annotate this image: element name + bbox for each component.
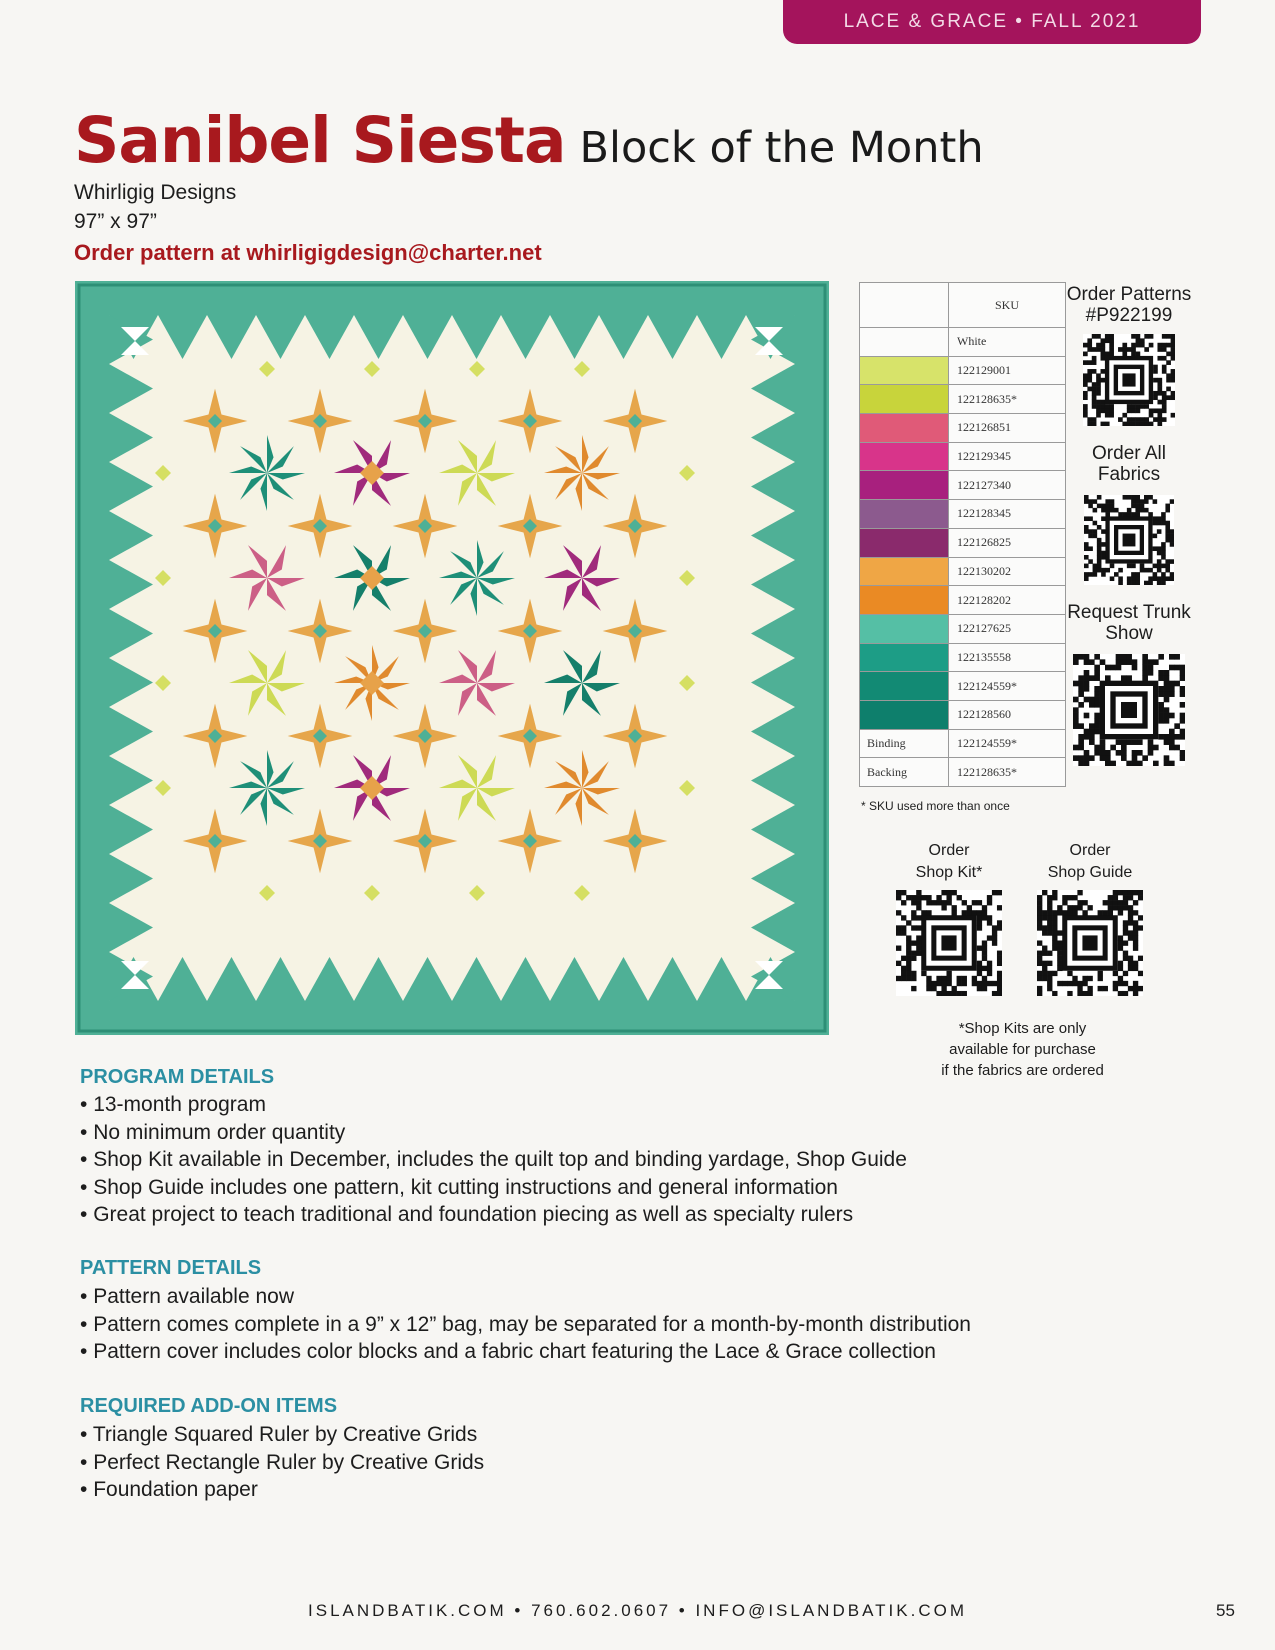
sku-row xyxy=(860,700,1066,729)
sku-code: 122126851 xyxy=(949,414,1066,443)
footer-contact: ISLANDBATIK.COM • 760.602.0607 • INFO@ISLANDBATIK.COM xyxy=(308,1601,967,1620)
sku-row xyxy=(860,614,1066,643)
fabric-swatch xyxy=(860,586,949,615)
fabric-swatch xyxy=(860,557,949,586)
sku-row xyxy=(860,557,1066,586)
page-title xyxy=(74,104,984,177)
sku-row xyxy=(860,414,1066,443)
list-item: • Perfect Rectangle Ruler by Creative Grids xyxy=(80,1449,484,1477)
sku-row xyxy=(860,471,1066,500)
fabric-swatch xyxy=(860,471,949,500)
designer-name: Whirligig Designs xyxy=(74,181,237,204)
pattern-details-heading: PATTERN DETAILS xyxy=(80,1257,262,1279)
shop-kit-label: Order Shop Kit* xyxy=(915,842,983,881)
list-item: • Pattern cover includes color blocks and a fabric chart featuring the Lace & Grace collection xyxy=(80,1338,971,1366)
qr-code-icon[interactable] xyxy=(1073,654,1185,766)
fabric-swatch: Binding xyxy=(860,729,949,758)
sku-code: 122128345 xyxy=(949,500,1066,529)
sku-header: SKU xyxy=(949,283,1066,328)
sku-row xyxy=(860,442,1066,471)
sku-code: 122127340 xyxy=(949,471,1066,500)
sku-code: 122128635* xyxy=(949,385,1066,414)
program-details-list xyxy=(80,1091,907,1229)
fabric-swatch: Backing xyxy=(860,758,949,787)
qr-code-icon[interactable] xyxy=(1037,890,1143,996)
shop-kit-note: *Shop Kits are only available for purchase if the fabrics are ordered xyxy=(941,1020,1104,1079)
addons-list xyxy=(80,1421,484,1504)
sku-code: 122126825 xyxy=(949,528,1066,557)
list-item: • 13-month program xyxy=(80,1091,907,1119)
title-main: Sanibel Siesta xyxy=(74,104,566,177)
fabric-swatch xyxy=(860,500,949,529)
sku-code: 122128202 xyxy=(949,586,1066,615)
program-details-heading: PROGRAM DETAILS xyxy=(80,1066,275,1088)
addons-heading: REQUIRED ADD-ON ITEMS xyxy=(80,1395,338,1417)
sku-row xyxy=(860,672,1066,701)
trunk-show-qr-group[interactable] xyxy=(1060,602,1198,766)
list-item: • Triangle Squared Ruler by Creative Grids xyxy=(80,1421,484,1449)
list-item: • Pattern available now xyxy=(80,1283,971,1311)
fabric-swatch xyxy=(860,528,949,557)
fabric-swatch xyxy=(860,328,949,357)
fabric-swatch xyxy=(860,385,949,414)
fabric-swatch xyxy=(860,356,949,385)
shop-guide-label: Order Shop Guide xyxy=(1047,842,1133,881)
qr-code-icon[interactable] xyxy=(1083,334,1175,426)
list-item: • Shop Guide includes one pattern, kit cutting instructions and general information xyxy=(80,1174,907,1202)
sku-code: 122124559* xyxy=(949,729,1066,758)
quilt-image xyxy=(75,281,829,1035)
pattern-details-list xyxy=(80,1283,971,1366)
sku-code: 122129345 xyxy=(949,442,1066,471)
issue-tab: LACE & GRACE • FALL 2021 xyxy=(783,0,1201,44)
sku-code: 122128635* xyxy=(949,758,1066,787)
list-item: • Foundation paper xyxy=(80,1476,484,1504)
qr-code-icon[interactable] xyxy=(1084,495,1174,585)
sku-code: 122124559* xyxy=(949,672,1066,701)
list-item: • Pattern comes complete in a 9” x 12” bag, may be separated for a month-by-month distribution xyxy=(80,1311,971,1339)
sku-row xyxy=(860,758,1066,787)
trunk-show-label: Request Trunk Show xyxy=(1067,602,1191,644)
order-fabrics-label: Order All Fabrics xyxy=(1092,443,1166,485)
order-patterns-label: Order Patterns #P922199 xyxy=(1066,284,1192,326)
sku-code: 122135558 xyxy=(949,643,1066,672)
order-pattern-link[interactable]: Order pattern at whirligigdesign@charter.net xyxy=(74,240,542,265)
fabric-swatch xyxy=(860,442,949,471)
order-fabrics-qr-group[interactable] xyxy=(1060,443,1198,585)
fabric-swatch xyxy=(860,414,949,443)
sku-row xyxy=(860,500,1066,529)
sku-code: 122128560 xyxy=(949,700,1066,729)
fabric-swatch xyxy=(860,643,949,672)
sku-note: * SKU used more than once xyxy=(861,799,1010,813)
fabric-swatch xyxy=(860,672,949,701)
fabric-swatch xyxy=(860,700,949,729)
list-item: • Shop Kit available in December, includes the quilt top and binding yardage, Shop Guide xyxy=(80,1146,907,1174)
sku-row xyxy=(860,643,1066,672)
sku-code: 122127625 xyxy=(949,614,1066,643)
fabric-sku-table xyxy=(859,282,1066,787)
quilt-size: 97” x 97” xyxy=(74,210,157,233)
list-item: • Great project to teach traditional and foundation piecing as well as specialty rulers xyxy=(80,1201,907,1229)
sku-row xyxy=(860,328,1066,357)
fabric-swatch xyxy=(860,614,949,643)
qr-code-icon[interactable] xyxy=(896,890,1002,996)
order-patterns-qr-group[interactable] xyxy=(1060,284,1198,426)
list-item: • No minimum order quantity xyxy=(80,1119,907,1147)
sku-row xyxy=(860,586,1066,615)
sku-code: 122129001 xyxy=(949,356,1066,385)
sku-row xyxy=(860,385,1066,414)
title-sub: Block of the Month xyxy=(579,123,984,173)
sku-row xyxy=(860,729,1066,758)
shop-guide-qr-group[interactable] xyxy=(1024,840,1156,996)
sku-row xyxy=(860,528,1066,557)
page-number: 55 xyxy=(1216,1601,1235,1620)
sku-code: White xyxy=(949,328,1066,357)
shop-kit-qr-group[interactable] xyxy=(884,840,1014,996)
sku-row xyxy=(860,356,1066,385)
sku-code: 122130202 xyxy=(949,557,1066,586)
